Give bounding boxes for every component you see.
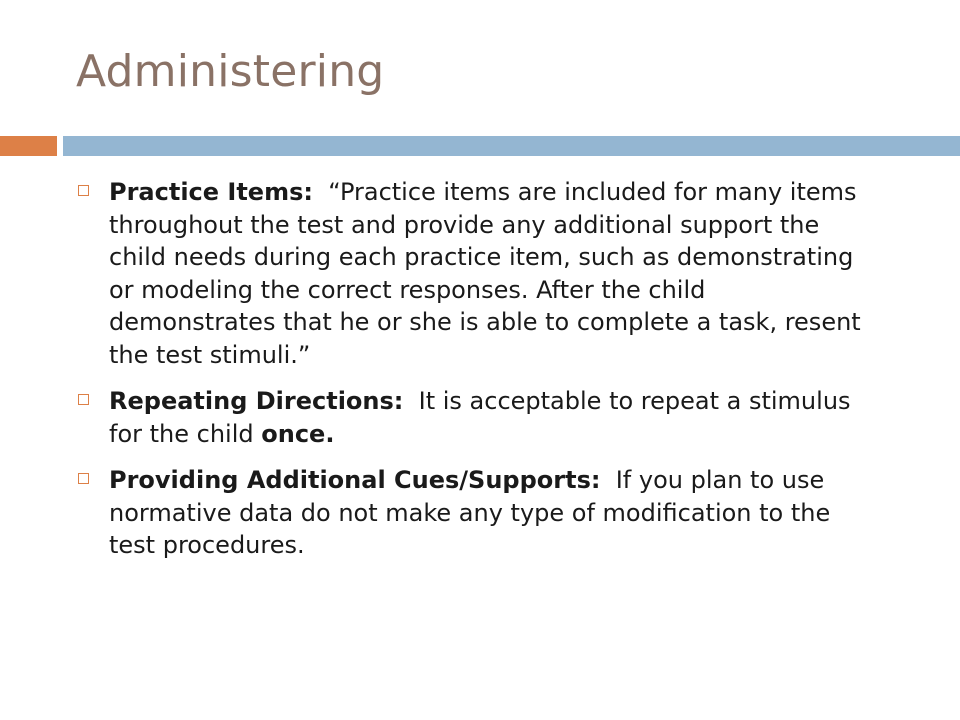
bullet-text: If you plan to use normative data do not make any type of modification to the test procedures. bbox=[109, 466, 838, 559]
slide-title: Administering bbox=[76, 46, 385, 97]
bullet-label: Providing Additional Cues/Supports: bbox=[109, 466, 601, 494]
accent-bar-orange bbox=[0, 136, 57, 156]
square-bullet-icon bbox=[78, 185, 89, 196]
bullet-additional-cues bbox=[78, 464, 878, 562]
accent-bar-blue bbox=[63, 136, 960, 156]
bullet-label: Repeating Directions: bbox=[109, 387, 404, 415]
bullet-text: It is acceptable to repeat a stimulus for the child bbox=[109, 387, 859, 448]
bullet-label: Practice Items: bbox=[109, 178, 313, 206]
square-bullet-icon bbox=[78, 394, 89, 405]
bullet-emphasis: once. bbox=[261, 419, 335, 448]
bullet-list bbox=[78, 176, 878, 576]
square-bullet-icon bbox=[78, 473, 89, 484]
bullet-practice-items bbox=[78, 176, 878, 371]
bullet-repeating-directions bbox=[78, 385, 878, 450]
bullet-text: “Practice items are included for many items throughout the test and provide any additional support the child needs during each practice item, such as demonstrating or modeling the correct responses. After the child demonstrates that he or she is able to complete a task, resent the test stimuli.” bbox=[109, 178, 869, 369]
